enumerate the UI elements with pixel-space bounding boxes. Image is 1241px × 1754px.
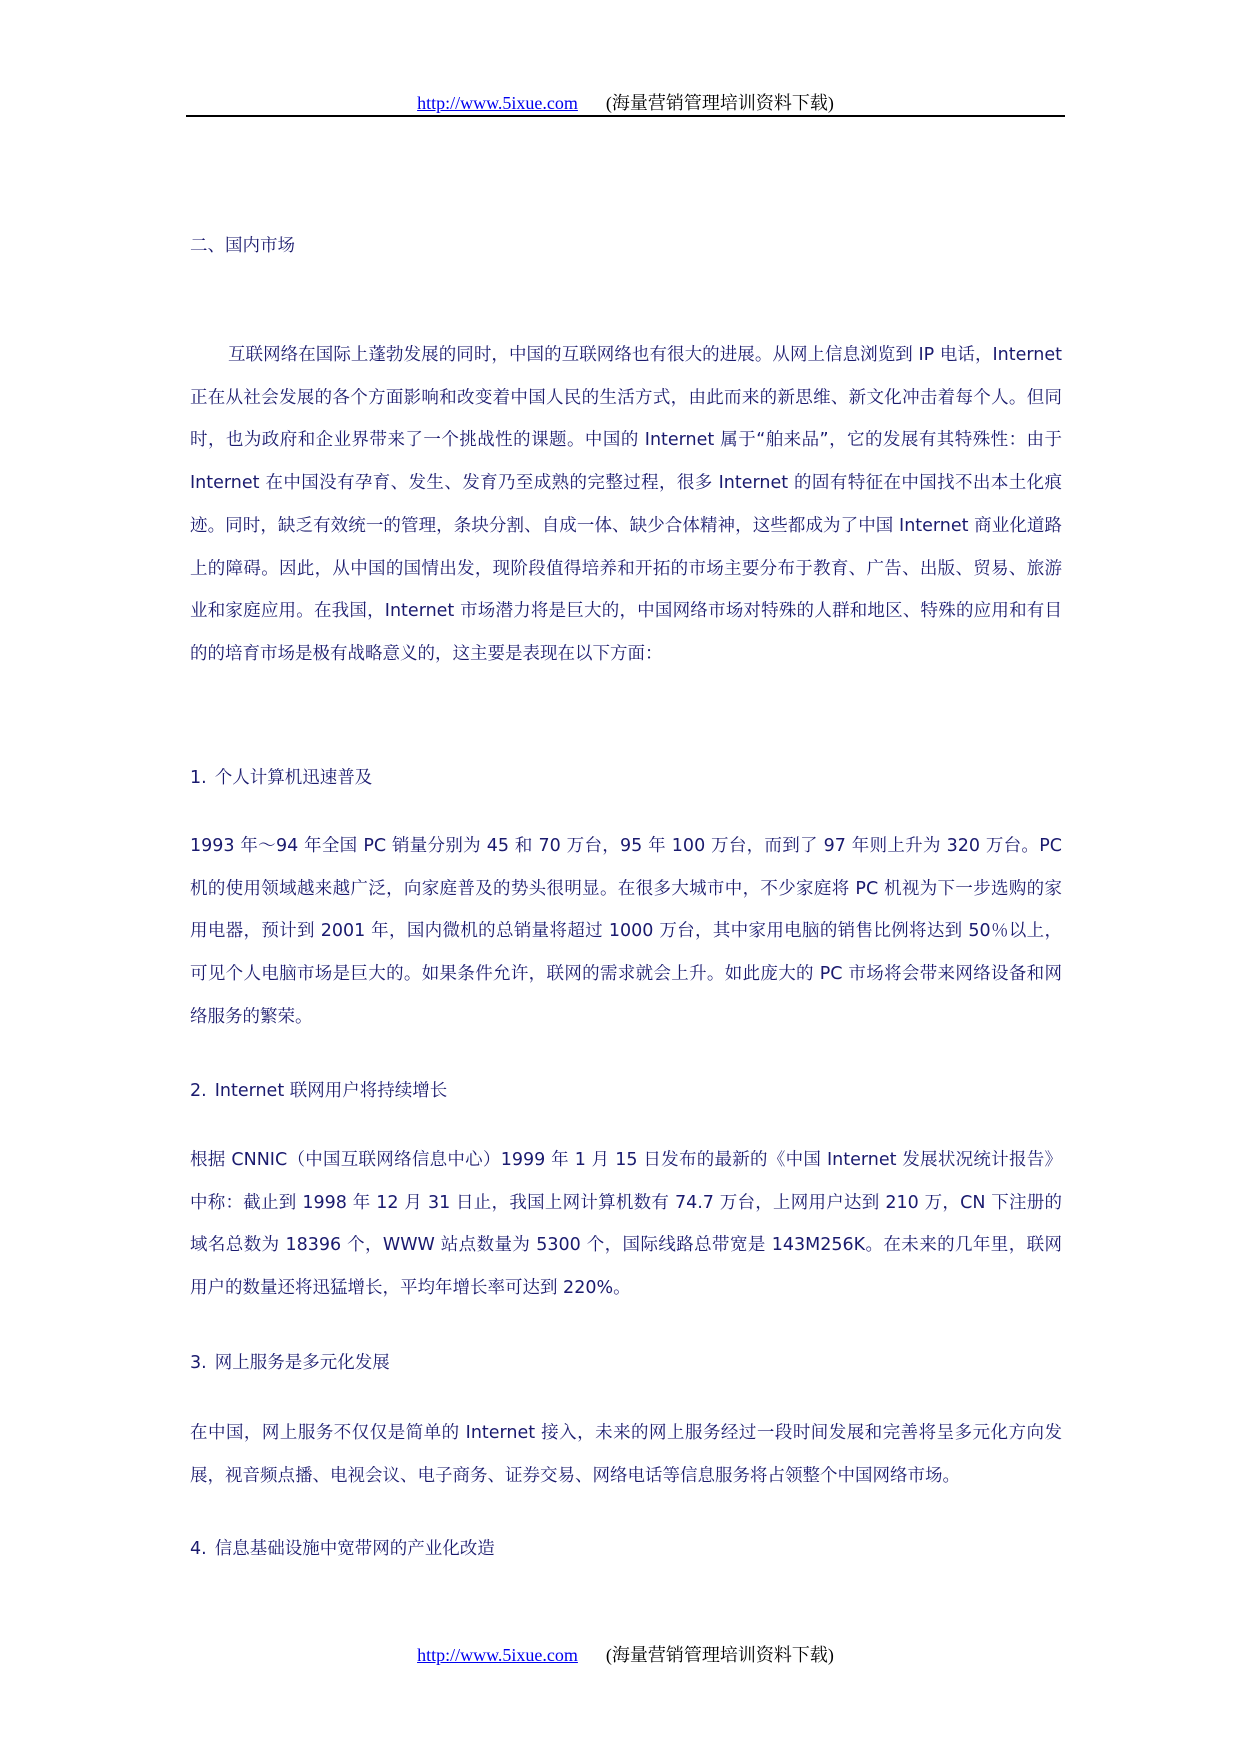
item-3-number: 3. <box>190 1353 207 1373</box>
item-4-title: 信息基础设施中宽带网的产业化改造 <box>214 1539 495 1559</box>
footer-link[interactable]: http://www.5ixue.com <box>417 1645 578 1665</box>
item-3-heading <box>190 1349 390 1374</box>
section-title: 二、国内市场 <box>190 236 295 256</box>
item-4-heading <box>190 1535 495 1560</box>
header-rule <box>186 115 1065 117</box>
item-2-body: 根据 CNNIC（中国互联网络信息中心）1999 年 1 月 15 日发布的最新的《中国 Internet 发展状况统计报告》中称：截止到 1998 年 12 月 31 日止，我国上网计算机数有 74.7 万台，上网用户达到 210 万，CN 下注册的域名总数为 18396 个，WWW 站点数量为 5300 个，国际线路总带宽是 143M256K。在未来的几年里，联网用户的数量还将迅猛增长，平均年增长率可达到 220%。 <box>190 1150 1062 1299</box>
page-footer <box>186 1641 1065 1667</box>
footer-note: (海量营销管理培训资料下载) <box>605 1645 834 1665</box>
item-1-heading <box>190 764 372 789</box>
header-note: (海量营销管理培训资料下载) <box>605 93 834 113</box>
item-3-body: 在中国，网上服务不仅仅是简单的 Internet 接入，未来的网上服务经过一段时间发展和完善将呈多元化方向发展，视音频点播、电视会议、电子商务、证券交易、网络电话等信息服务将占领整个中国网络市场。 <box>190 1423 1062 1486</box>
item-2-heading <box>190 1077 447 1102</box>
item-1-number: 1. <box>190 768 207 788</box>
item-1-title: 个人计算机迅速普及 <box>214 768 373 788</box>
intro-paragraph: 互联网络在国际上蓬勃发展的同时，中国的互联网络也有很大的进展。从网上信息浏览到 IP 电话，Internet 正在从社会发展的各个方面影响和改变着中国人民的生活方式，由此而来的新思维、新文化冲击着每个人。但同时，也为政府和企业界带来了一个挑战性的课题。中国的 Internet 属于“舶来品”，它的发展有其特殊性：由于 Internet 在中国没有孕育、发生、发育乃至成熟的完整过程，很多 Internet 的固有特征在中国找不出本土化痕迹。同时，缺乏有效统一的管理，条块分割、自成一体、缺少合体精神，这些都成为了中国 Internet 商业化道路上的障碍。因此，从中国的国情出发，现阶段值得培养和开拓的市场主要分布于教育、广告、出版、贸易、旅游业和家庭应用。在我国，Internet 市场潜力将是巨大的，中国网络市场对特殊的人群和地区、特殊的应用和有目的的培育市场是极有战略意义的，这主要是表现在以下方面： <box>190 345 1063 664</box>
header-link[interactable]: http://www.5ixue.com <box>417 93 578 113</box>
page-header <box>186 89 1065 115</box>
item-4-number: 4. <box>190 1539 207 1559</box>
item-2-number: 2. <box>190 1081 207 1101</box>
item-3-title: 网上服务是多元化发展 <box>214 1353 390 1373</box>
item-2-title: Internet 联网用户将持续增长 <box>214 1081 448 1101</box>
item-1-body: 1993 年～94 年全国 PC 销量分别为 45 和 70 万台，95 年 100 万台，而到了 97 年则上升为 320 万台。PC 机的使用领域越来越广泛，向家庭普及的势头很明显。在很多大城市中，不少家庭将 PC 机视为下一步选购的家用电器，预计到 2001 年，国内微机的总销量将超过 1000 万台，其中家用电脑的销售比例将达到 50％以上，可见个人电脑市场是巨大的。如果条件允许，联网的需求就会上升。如此庞大的 PC 市场将会带来网络设备和网络服务的繁荣。 <box>190 836 1062 1027</box>
